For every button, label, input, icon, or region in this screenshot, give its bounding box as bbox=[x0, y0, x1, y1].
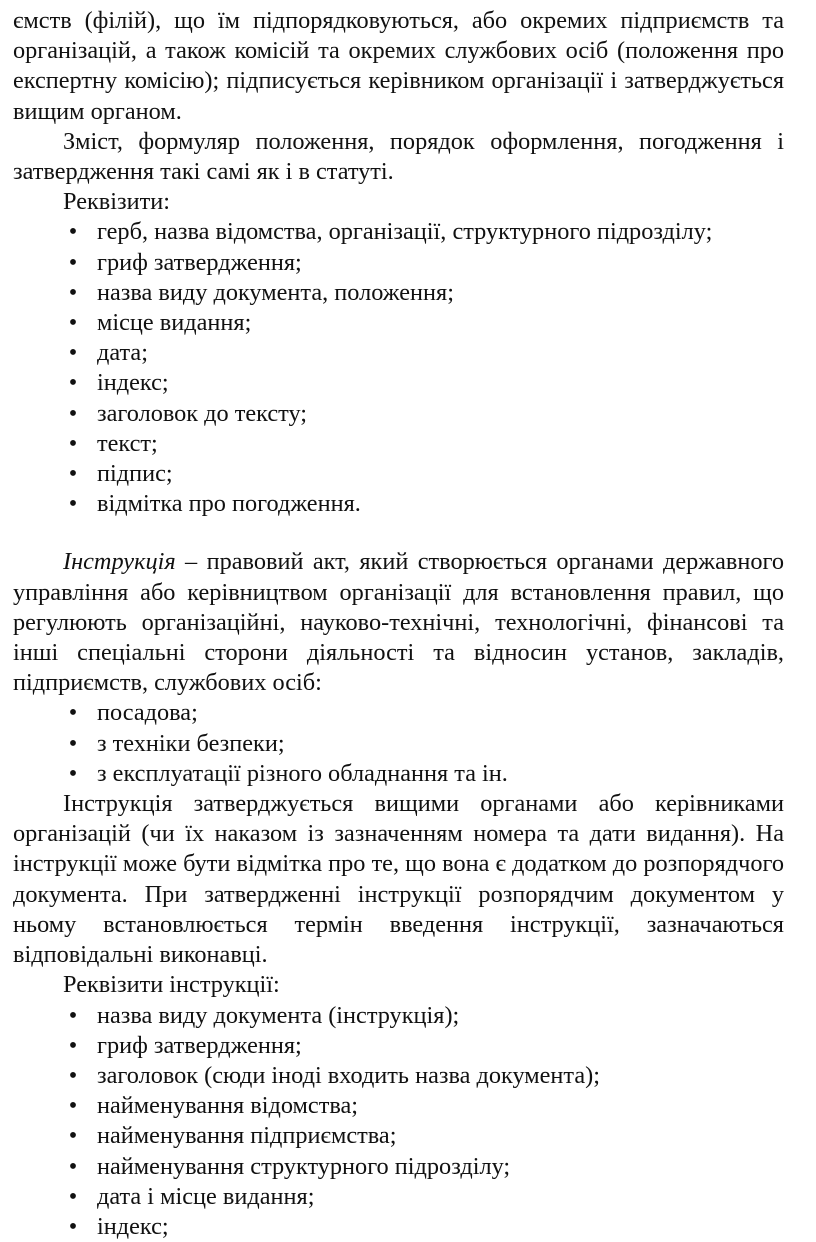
instruction-approval-paragraph: Інструкція затверджується вищими органами або керівниками організацій (чи їх наказом із зазначенням номера та дати видання). На інструкції може бути відмітка про те, що вона є додатком до розпорядчого документа. При затвердженні інструкції розпорядчим документом у ньому встановлюється термін введення інструкції, зазначаються відповідальні виконавці. bbox=[13, 789, 784, 970]
list-item-text: гриф затвердження; bbox=[97, 249, 302, 276]
instruction-requisites-heading: Реквізити інструкції: bbox=[13, 970, 784, 1000]
list-item bbox=[13, 248, 784, 278]
list-item-text: текст; bbox=[97, 430, 158, 457]
list-item-text: посадова; bbox=[97, 699, 198, 726]
requisites-list bbox=[13, 217, 784, 519]
list-item bbox=[13, 308, 784, 338]
list-item-text: з експлуатації різного обладнання та ін. bbox=[97, 760, 508, 787]
requisites-heading: Реквізити: bbox=[13, 187, 784, 217]
list-item bbox=[13, 489, 784, 519]
bullet-icon: • bbox=[63, 429, 83, 459]
bullet-icon: • bbox=[63, 698, 83, 728]
list-item bbox=[13, 1182, 784, 1212]
list-item-text: відмітка про погодження. bbox=[97, 490, 361, 517]
list-item bbox=[13, 1091, 784, 1121]
bullet-icon: • bbox=[63, 1152, 83, 1182]
list-item-text: найменування структурного підрозділу; bbox=[97, 1153, 510, 1180]
list-item-text: місце видання; bbox=[97, 309, 251, 336]
instruction-requisites-list bbox=[13, 1001, 784, 1242]
list-item-text: назва виду документа, положення; bbox=[97, 279, 454, 306]
list-item-text: гриф затвердження; bbox=[97, 1032, 302, 1059]
list-item-text: герб, назва відомства, організації, структурного підрозділу; bbox=[97, 218, 712, 245]
bullet-icon: • bbox=[63, 1091, 83, 1121]
list-item bbox=[13, 217, 784, 247]
bullet-icon: • bbox=[63, 248, 83, 278]
list-item-text: назва виду документа (інструкція); bbox=[97, 1002, 459, 1029]
list-item bbox=[13, 399, 784, 429]
list-item bbox=[13, 729, 784, 759]
list-item bbox=[13, 1121, 784, 1151]
list-item-text: найменування підприємства; bbox=[97, 1122, 396, 1149]
list-item bbox=[13, 1001, 784, 1031]
list-item bbox=[13, 278, 784, 308]
instruction-term: Інструкція bbox=[63, 548, 176, 575]
instruction-definition-paragraph bbox=[13, 547, 784, 698]
list-item-text: заголовок до тексту; bbox=[97, 400, 307, 427]
list-item bbox=[13, 698, 784, 728]
list-item-text: дата і місце видання; bbox=[97, 1183, 314, 1210]
list-item bbox=[13, 1061, 784, 1091]
bullet-icon: • bbox=[63, 759, 83, 789]
intro-paragraph-content-form: Зміст, формуляр положення, порядок оформлення, погодження і затвердження такі самі як і в статуті. bbox=[13, 127, 784, 187]
bullet-icon: • bbox=[63, 459, 83, 489]
list-item bbox=[13, 429, 784, 459]
bullet-icon: • bbox=[63, 1182, 83, 1212]
bullet-icon: • bbox=[63, 1212, 83, 1242]
list-item bbox=[13, 759, 784, 789]
list-item bbox=[13, 1031, 784, 1061]
bullet-icon: • bbox=[63, 278, 83, 308]
bullet-icon: • bbox=[63, 368, 83, 398]
list-item-text: підпис; bbox=[97, 460, 173, 487]
bullet-icon: • bbox=[63, 1061, 83, 1091]
bullet-icon: • bbox=[63, 217, 83, 247]
bullet-icon: • bbox=[63, 308, 83, 338]
bullet-icon: • bbox=[63, 338, 83, 368]
bullet-icon: • bbox=[63, 1031, 83, 1061]
list-item bbox=[13, 459, 784, 489]
bullet-icon: • bbox=[63, 1001, 83, 1031]
list-item-text: з техніки безпеки; bbox=[97, 730, 285, 757]
bullet-icon: • bbox=[63, 1121, 83, 1151]
intro-paragraph-continued: ємств (філій), що їм підпорядковуються, або окремих підприємств та організацій, а також комісій та окремих службових осіб (положення про експертну комісію); підписується керівником організації і затверджується вищим органом. bbox=[13, 6, 784, 127]
list-item bbox=[13, 338, 784, 368]
bullet-icon: • bbox=[63, 489, 83, 519]
list-item bbox=[13, 1152, 784, 1182]
bullet-icon: • bbox=[63, 729, 83, 759]
list-item-text: дата; bbox=[97, 339, 148, 366]
bullet-icon: • bbox=[63, 399, 83, 429]
list-item-text: заголовок (сюди іноді входить назва документа); bbox=[97, 1062, 600, 1089]
instruction-types-list bbox=[13, 698, 784, 789]
list-item bbox=[13, 368, 784, 398]
instruction-definition-text: – правовий акт, який створюється органами державного управління або керівництвом організації для встановлення правил, що регулюють організаційні, науково-технічні, технологічні, фінансові та інші спеціальні сторони діяльності та відносин установ, закладів, підприємств, службових осіб: bbox=[13, 548, 784, 696]
list-item-text: індекс; bbox=[97, 369, 169, 396]
list-item-text: найменування відомства; bbox=[97, 1092, 358, 1119]
list-item bbox=[13, 1212, 784, 1242]
section-gap bbox=[13, 519, 784, 547]
list-item-text: індекс; bbox=[97, 1213, 169, 1240]
